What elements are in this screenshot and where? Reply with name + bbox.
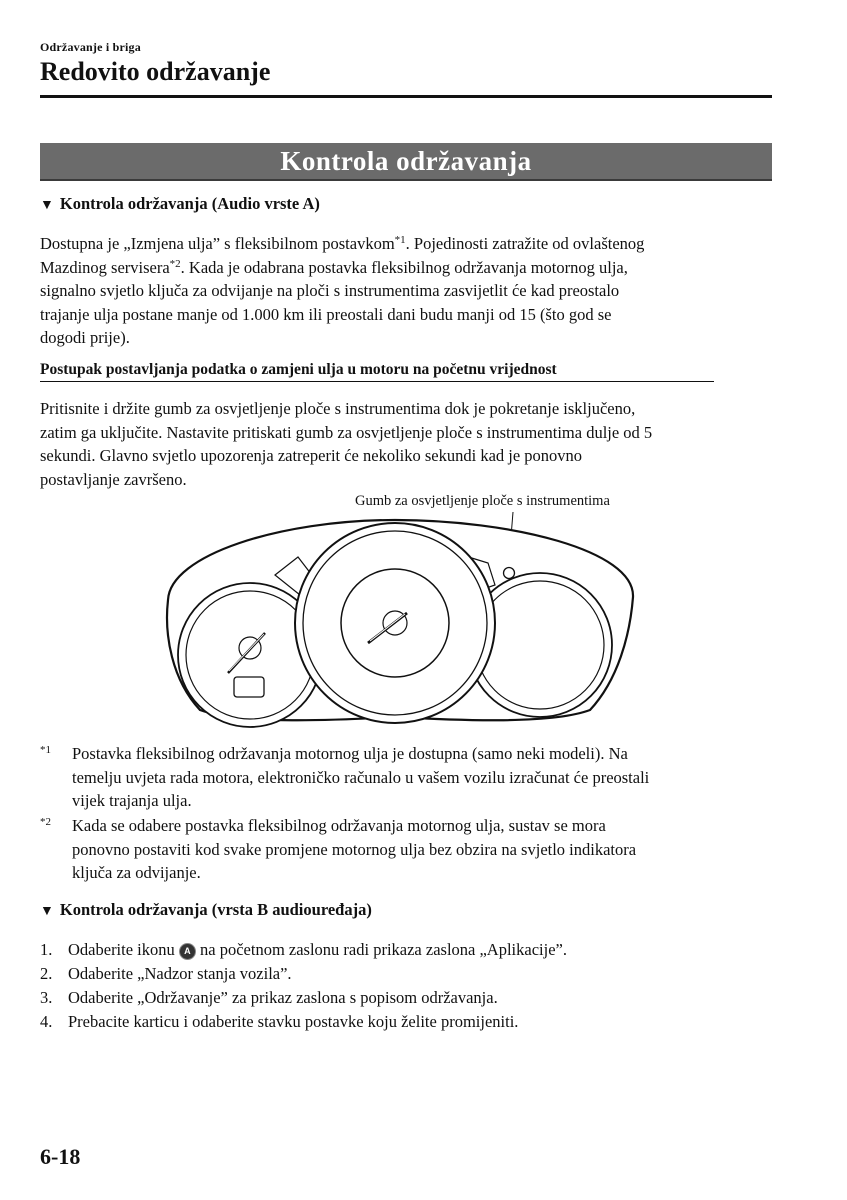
- list-item: 1. Odaberite ikonu A na početnom zaslonu radi prikaza zaslona „Aplikacije”.: [40, 940, 567, 959]
- header-divider: [40, 95, 772, 98]
- section-label: Održavanje i briga: [40, 40, 141, 54]
- section-banner: [40, 143, 772, 181]
- footnote-1: $^{*1}$ Postavka fleksibilnog održavanja motornog ulja je dostupna (samo neki modeli). Na temelju uvjeta rada motora, elektroničko računalo u vašem vozilu izračunat će preostali vijek trajanja ulja.: [40, 744, 650, 810]
- illumination-button: [504, 568, 515, 579]
- banner-title: Kontrola održavanja: [280, 145, 532, 176]
- list-item: 4. Prebacite karticu i odaberite stavku postavke koju želite promijeniti.: [40, 1012, 519, 1031]
- list-item: 2. Odaberite „Nadzor stanja vozila”.: [40, 964, 292, 983]
- left-gauge-inner: [186, 591, 314, 719]
- triangle-bullet-icon: ▼: [40, 904, 54, 919]
- instrument-cluster-illustration: [150, 505, 640, 735]
- triangle-bullet-icon: ▼: [40, 198, 54, 213]
- page-number: 6-18: [40, 1144, 81, 1169]
- right-gauge-inner: [476, 581, 604, 709]
- procedure-heading: Postupak postavljanja podatka o zamjeni ulja u motoru na početnu vrijednost: [40, 361, 714, 382]
- steps-list: [40, 938, 780, 1034]
- page-title: Redovito održavanje: [40, 57, 271, 86]
- list-item: 3. Odaberite „Održavanje” za prikaz zaslona s popisom održavanja.: [40, 988, 498, 1007]
- procedure-paragraph: Pritisnite i držite gumb za osvjetljenje ploče s instrumentima dok je pokretanje isključeno, zatim ga uključite. Nastavite pritiskati gumb za osvjetljenje ploče s instrumentima dulje od 5 sekundi. Glavno svjetlo upozorenja zatreperit će nekoliko sekundi kad je ponovno postavljanje završeno.: [40, 399, 653, 489]
- subheading-audio-a: ▼ Kontrola održavanja (Audio vrste A): [40, 194, 320, 213]
- applications-icon: A: [179, 943, 196, 960]
- left-gauge-display: [234, 677, 264, 697]
- figure-caption: Gumb za osvjetljenje ploče s instrumentima: [355, 493, 610, 509]
- subheading-audio-b: ▼ Kontrola održavanja (vrsta B audiouređaja): [40, 900, 372, 919]
- intro-paragraph: Dostupna je „Izmjena ulja” s fleksibilnom postavkom$^{*1}$. Pojedinosti zatražite od ovlaštenog Mazdinog servisera$^{*2}$. Kada je odabrana postavka fleksibilnog održavanja motornog ulja, signalno svjetlo ključa za odvijanje na ploči s instrumentima zasvijetlit će kad preostalo trajanje ulja postane manje od 1.000 km ili preostali dani budu manji od 15 (što god se dogodi prije).: [40, 234, 645, 347]
- footnote-2: $^{*2}$ Kada se odabere postavka fleksibilnog održavanja motornog ulja, sustav se mora ponovno postaviti kod svake promjene motornog ulja bez obzira na svjetlo indikatora ključa za odvijanje.: [40, 816, 637, 882]
